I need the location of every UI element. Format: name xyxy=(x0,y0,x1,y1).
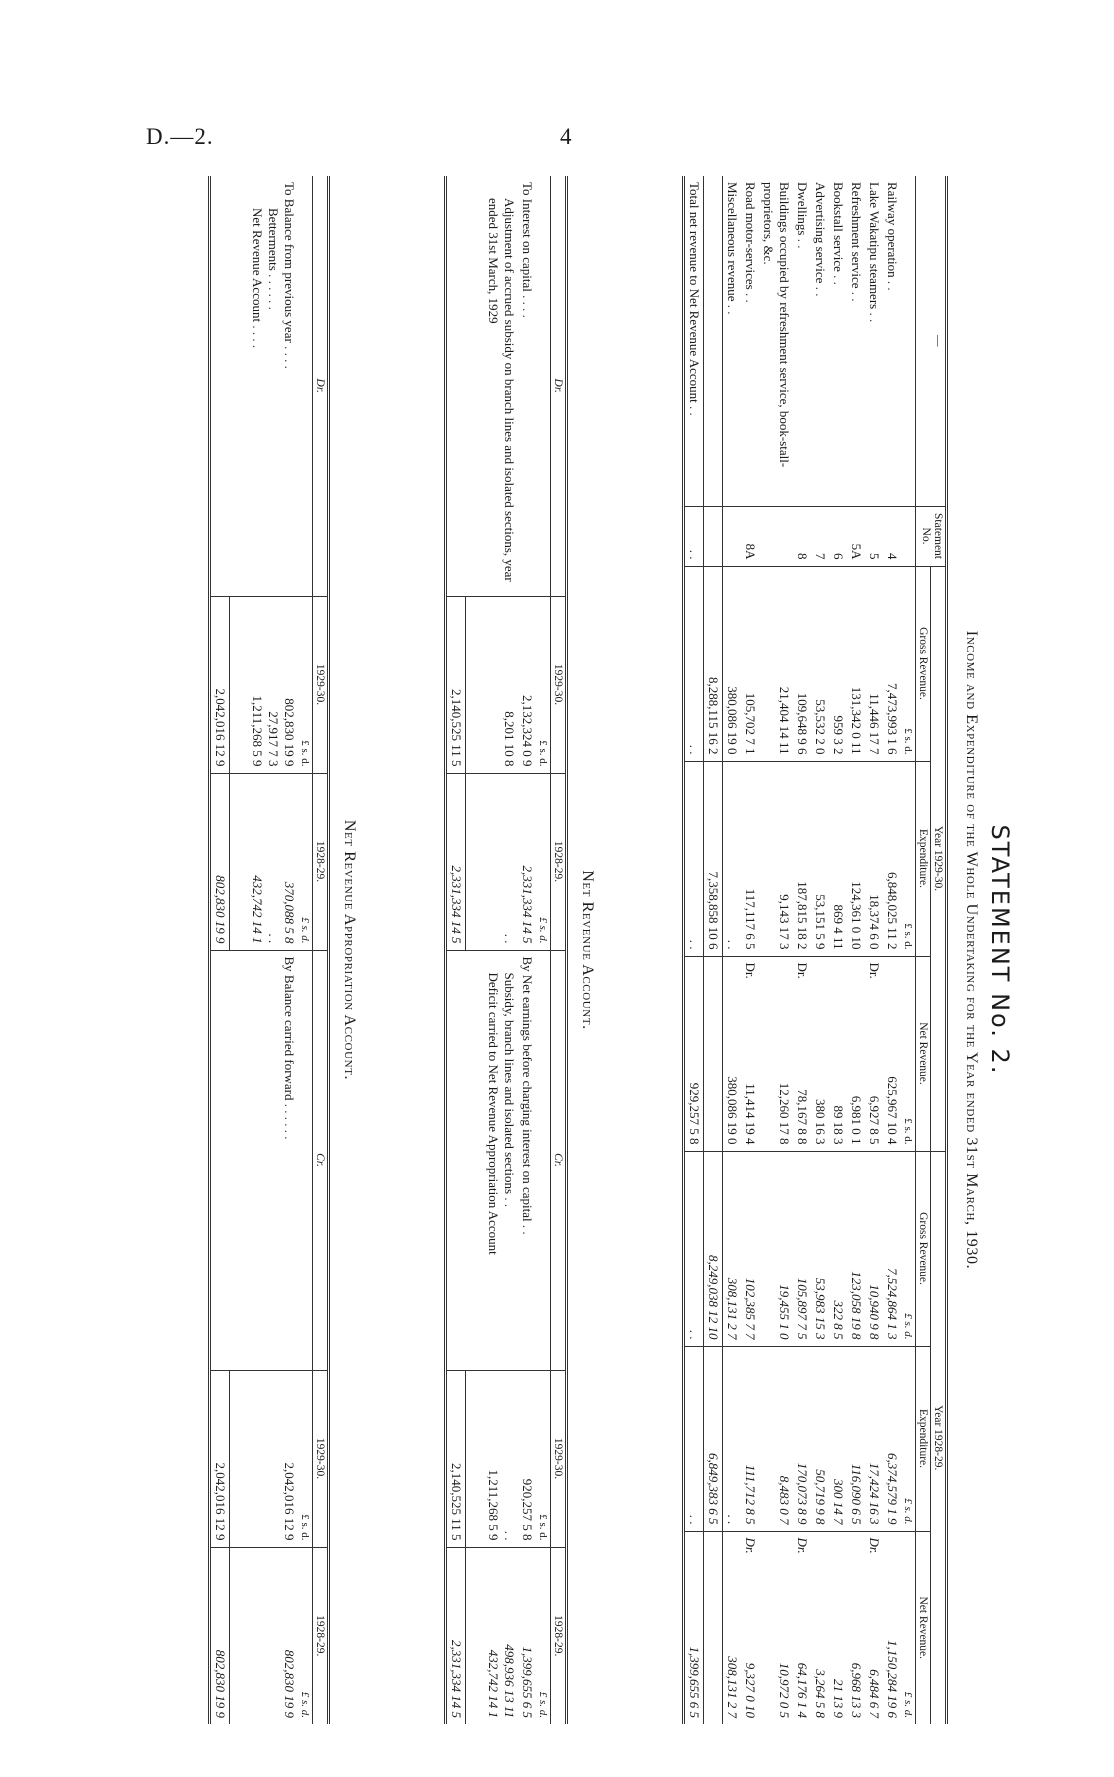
net1-header: Net Revenue. xyxy=(916,956,931,1151)
net-revenue-title: Net Revenue Account. xyxy=(579,870,596,1030)
table-row: Buildings occupied by refreshment service, book-stall-proprietors, &c. 21,404 14 11 9,143 17 3 12,260 17 8 19,455 1 0 8,483 0 7 10,972 0 5 xyxy=(759,176,793,1724)
year2-header: Year 1928-29. xyxy=(931,1151,947,1724)
nr-row: To Interest on capital . . . . 2,132,324 0 9 2,331,334 14 5 By Net earnings before charging interest on capital . . 920,257 5 8 1,399,655 6 5 xyxy=(518,176,536,1724)
year1-header: Year 1929-30. xyxy=(931,566,947,1151)
ap-cr-y2: 1928-29. xyxy=(314,1615,326,1657)
gross1-header: Gross Revenue. xyxy=(916,566,931,761)
ap-cr-header: Cr. xyxy=(313,950,329,1370)
description-header: — xyxy=(916,176,947,506)
ap-totals-row: 2,042,016 12 9 802,830 19 9 2,042,016 12 9 802,830 19 9 xyxy=(210,176,230,1724)
statement-no-header: Statement No. xyxy=(916,506,947,566)
ap-cr-y1: 1929-30. xyxy=(313,1370,329,1547)
statement-subtitle: Income and Expenditure of the Whole Undertaking for the Year ended 31st March, 1930. xyxy=(963,630,980,1270)
statement-title: STATEMENT No. 2. xyxy=(986,824,1014,1076)
income-expenditure-table xyxy=(682,176,948,1724)
appropriation-table xyxy=(208,176,330,1724)
table-row: Refreshment service . . 5A 131,342 0 11 124,361 0 10 6,981 0 1 123,058 19 8 116,090 6 5 6,968 13 3 xyxy=(847,176,865,1724)
total-row: Total net revenue to Net Revenue Account . . . . . . . . 929,257 5 8 . . . . 1,399,655 6 5 xyxy=(684,176,704,1724)
table-row: Lake Wakatipu steamers . . 5 11,446 17 7 18,374 6 0 Dr. 6,927 8 5 10,940 9 8 17,424 16 3 Dr. 6,484 6 7 xyxy=(865,176,883,1724)
table-row: Railway operation . . 4 7,473,993 1 6 6,848,025 11 2 625,967 10 4 7,524,864 1 3 6,374,579 1 9 1,150,284 19 6 xyxy=(883,176,901,1724)
net2-header: Net Revenue. xyxy=(917,1596,929,1660)
net-revenue-table xyxy=(444,176,568,1724)
ap-dr-y1: 1929-30. xyxy=(313,596,329,773)
page-reference: D.—2. xyxy=(146,124,214,149)
table-row: Road motor-services . . 8A 105,702 7 1 117,117 6 5 Dr. 11,414 19 4 102,385 7 7 111,712 8 5 Dr. 9,327 0 10 xyxy=(741,176,759,1724)
ap-dr-header: Dr. xyxy=(313,176,329,596)
nr-cr-header: Cr. xyxy=(551,950,567,1370)
nr-units-row: £ s. d. £ s. d. £ s. d. £ s. d. xyxy=(536,176,551,1724)
ap-dr-y2: 1928-29. xyxy=(313,773,329,950)
nr-dr-header: Dr. xyxy=(551,176,567,596)
gross2-header: Gross Revenue. xyxy=(916,1151,931,1346)
exp1-header: Expenditure. xyxy=(916,761,931,956)
rotated-statement xyxy=(154,176,1014,1724)
nr-dr-y1: 1929-30. xyxy=(551,596,567,773)
nr-dr-y2: 1928-29. xyxy=(551,773,567,950)
nr-cr-y2: 1928-29. xyxy=(552,1615,564,1657)
table-row: Bookstall service . . 6 959 3 2 869 4 11 89 18 3 322 8 5 300 14 7 21 13 9 xyxy=(829,176,847,1724)
nr-row: Adjustment of accrued subsidy on branch lines and isolated sections, year ended 31st March, 1929 8,201 10 8 . . Subsidy, branch lines and isolated sections . . Deficit carried to Net Revenue Appropriation Account . . 1,211,268 5 9 498,936 13 11 432,742 14 1 xyxy=(484,176,518,1724)
table-row: Miscellaneous revenue . . 380,086 19 0 . . 380,086 19 0 308,131 2 7 . . 308,131 2 7 xyxy=(723,176,742,1724)
appropriation-title: Net Revenue Appropriation Account. xyxy=(341,819,358,1081)
nr-totals-row: 2,140,525 11 5 2,331,334 14 5 2,140,525 11 5 2,331,334 14 5 xyxy=(446,176,466,1724)
units-row: £ s. d. £ s. d. £ s. d. £ s. d. £ s. d. £ s. d. xyxy=(901,176,916,1724)
exp2-header: Expenditure. xyxy=(916,1346,931,1531)
ap-row: To Balance from previous year . . . . Betterments . . . . . . Net Revenue Account . . . . 802,830 19 9 27,917 7 3 1,211,268 5 9 370,088 5 8 . . 432,742 14 1 By Balance carried forward . . . . . . 2,042,016 12 9 802,830 19 9 xyxy=(248,176,298,1724)
nr-cr-y1: 1929-30. xyxy=(551,1370,567,1547)
table-row: Advertising service . . 7 53,532 2 0 53,151 5 9 380 16 3 53,983 15 3 50,719 9 8 3,264 5 8 xyxy=(811,176,829,1724)
table-row: Dwellings . . 8 109,648 9 6 187,815 18 2 Dr. 78,167 8 8 105,897 7 5 170,073 8 9 Dr. 64,176 1 4 xyxy=(793,176,811,1724)
ap-units-row: £ s. d. £ s. d. £ s. d. £ s. d. xyxy=(298,176,313,1724)
subtotal-row: 8,288,115 16 2 7,358,858 10 6 8,249,038 12 10 6,849,383 6 5 xyxy=(704,176,723,1724)
page-number: 4 xyxy=(560,124,572,149)
